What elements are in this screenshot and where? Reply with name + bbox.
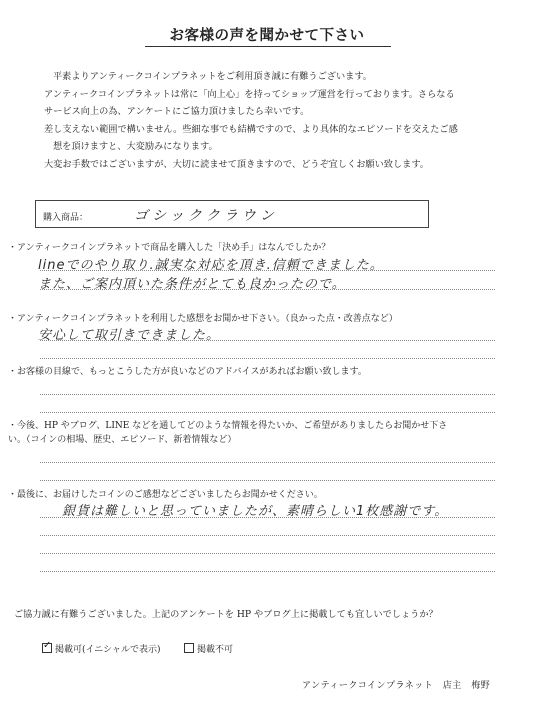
answer-line	[40, 535, 495, 536]
answer-5-line-1: 銀貨は難しいと思っていましたが、素晴らしい1枚感謝です。	[62, 504, 449, 519]
page-title: お客様の声を聞かせて下さい	[169, 27, 365, 44]
answer-line	[40, 517, 495, 518]
answer-2-line-1: 安心して取引きできました。	[38, 328, 221, 343]
answer-line	[40, 340, 495, 341]
answer-line	[40, 571, 495, 572]
option-allow[interactable]	[42, 642, 160, 655]
closing-question: ご協力誠に有難うございました。上記のアンケートを HP やブログ上に掲載しても宜しいでしょうか？	[14, 609, 438, 620]
answer-1-line-2: また、ご案内頂いた条件がとても良かったので。	[38, 277, 346, 292]
product-field[interactable]	[35, 200, 429, 228]
answer-line	[40, 553, 495, 554]
option-deny-label: 掲載不可	[197, 645, 234, 655]
intro-line: 想を頂けますと、大変励みになります。	[53, 141, 218, 153]
answer-line	[40, 480, 495, 481]
question-4: ・今後、HP やブログ、LINE などを通してどのような情報を得たいか、ご希望がありましたらお聞かせ下さ	[8, 421, 448, 431]
question-2: ・アンティークコインプラネットを利用した感想をお聞かせ下さい。（良かった点・改善点など）	[8, 314, 398, 324]
intro-line: サービス向上の為、アンケートにご協力頂けましたら幸いです。	[44, 106, 310, 118]
checkbox-deny[interactable]	[184, 643, 194, 653]
product-label: 購入商品：	[43, 213, 89, 223]
intro-text	[44, 68, 504, 174]
answer-line	[40, 270, 495, 271]
option-allow-label: 掲載可(イニシャルで表示)	[55, 645, 161, 655]
answer-line	[40, 412, 495, 413]
option-deny[interactable]	[184, 642, 233, 655]
checkbox-allow[interactable]	[42, 643, 52, 653]
product-value: ゴシッククラウン	[134, 208, 278, 224]
intro-line: 大変お手数ではございますが、大切に読ませて頂きますので、どうぞ宜しくお願い致します。	[44, 158, 429, 170]
intro-line: アンティークコインプラネットは常に「向上心」を持ってショップ運営を行っております。さらなる	[44, 88, 455, 100]
question-4-cont: い。（コインの相場、歴史、エピソード、新着情報など）	[8, 435, 237, 445]
question-1: ・アンティークコインプラネットで商品を購入した「決め手」はなんでしたか？	[8, 243, 331, 253]
footer-signature: アンティークコインプラネット 店主 梅野	[302, 681, 491, 691]
answer-line	[40, 394, 495, 395]
answer-line	[40, 289, 495, 290]
answer-1-line-1: lineでのやり取り.誠実な対応を頂き.信頼できました。	[38, 258, 384, 273]
intro-line: 平素よりアンティークコインプラネットをご利用頂き誠に有難うございます。	[53, 71, 372, 82]
title-underline	[145, 46, 391, 47]
answer-line	[40, 462, 495, 463]
intro-line: 差し支えない範囲で構いません。些細な事でも結構ですので、より具体的なエピソードを交えたご感	[44, 123, 458, 135]
question-5: ・最後に、お届けしたコインのご感想などございましたらお聞かせください。	[8, 490, 323, 500]
question-3: ・お客様の目線で、もっとこうした方が良いなどのアドバイスがあればお願い致します。	[8, 367, 367, 377]
answer-line	[40, 358, 495, 359]
